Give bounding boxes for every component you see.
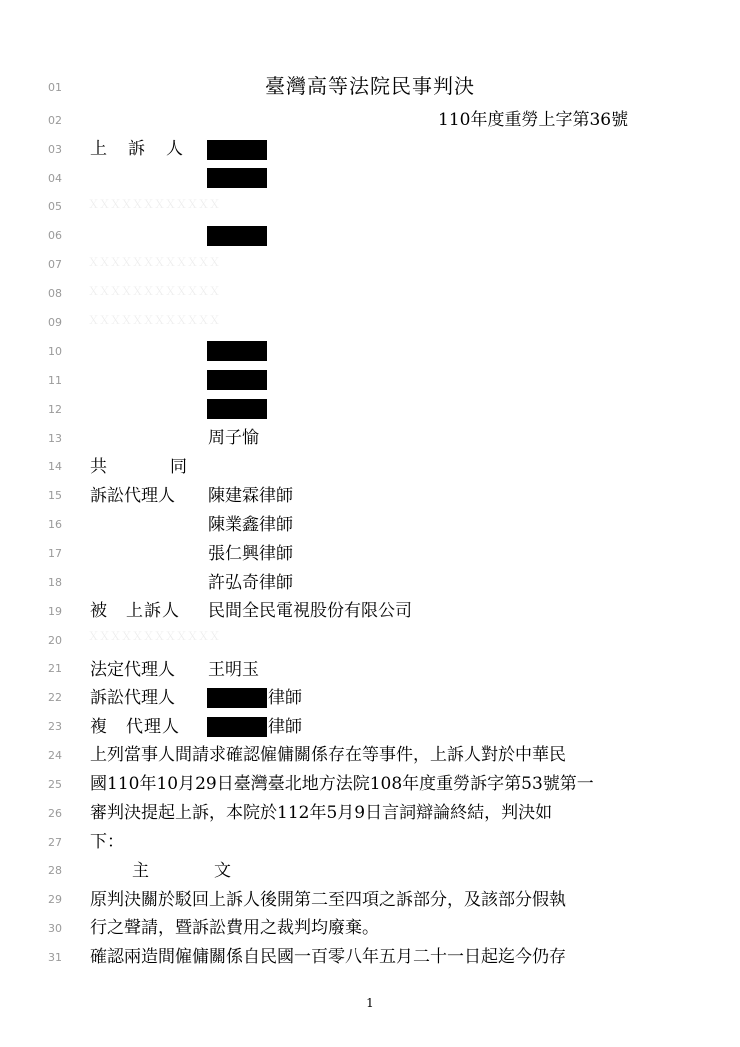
attorney-name: 張仁興律師	[208, 544, 293, 564]
line-number: 15	[48, 489, 62, 502]
legal-rep-name: 王明玉	[208, 660, 259, 680]
main-heading-2: 文	[214, 861, 231, 881]
line-number: 27	[48, 836, 62, 849]
page-number: 1	[366, 996, 374, 1010]
redaction-box	[207, 226, 267, 246]
line-number: 01	[48, 81, 62, 94]
line-number: 07	[48, 258, 62, 271]
intro-line: 下：	[90, 832, 124, 852]
line-number: 05	[48, 200, 62, 213]
document-title: 臺灣高等法院民事判決	[265, 74, 475, 98]
redaction-box	[207, 168, 267, 188]
redaction-box	[207, 370, 267, 390]
appellee-label: 被 上訴人	[90, 601, 180, 621]
redaction-box	[207, 341, 267, 361]
line-number: 02	[48, 114, 62, 127]
appellant-label: 上 訴 人	[90, 139, 185, 159]
line-number: 26	[48, 807, 62, 820]
line-number: 18	[48, 576, 62, 589]
line-number: 13	[48, 432, 62, 445]
line-number: 31	[48, 951, 62, 964]
main-heading-1: 主	[132, 861, 149, 881]
attorney-name: 許弘奇律師	[208, 573, 293, 593]
line-number: 14	[48, 460, 62, 473]
appellee-name: 民間全民電視股份有限公司	[208, 601, 412, 621]
line-number: 23	[48, 720, 62, 733]
joint-label-2: 同	[170, 457, 187, 477]
case-number: 110年度重勞上字第36號	[438, 110, 629, 130]
line-number: 03	[48, 143, 62, 156]
redaction-box	[207, 140, 267, 160]
appellee-attorney-suffix: 律師	[268, 688, 302, 708]
line-number: 17	[48, 547, 62, 560]
line-number: 29	[48, 893, 62, 906]
redaction-box	[207, 688, 267, 708]
line-number: 30	[48, 922, 62, 935]
intro-line: 國110年10月29日臺灣臺北地方法院108年度重勞訴字第53號第一	[90, 774, 594, 794]
intro-line: 上列當事人間請求確認僱傭關係存在等事件，上訴人對於中華民	[90, 745, 566, 765]
redaction-box	[207, 399, 267, 419]
joint-label-1: 共	[90, 457, 107, 477]
line-number: 28	[48, 864, 62, 877]
line-number: 10	[48, 345, 62, 358]
line-number: 06	[48, 229, 62, 242]
attorney-name: 陳業鑫律師	[208, 515, 293, 535]
line-number: 12	[48, 403, 62, 416]
line-number: 21	[48, 662, 62, 675]
line-number: 25	[48, 778, 62, 791]
line-number: 24	[48, 749, 62, 762]
line-number: 20	[48, 634, 62, 647]
line-number: 19	[48, 605, 62, 618]
line-number: 09	[48, 316, 62, 329]
attorney-name: 陳建霖律師	[208, 486, 293, 506]
main-line: 行之聲請，暨訴訟費用之裁判均廢棄。	[90, 918, 379, 938]
line-number: 16	[48, 518, 62, 531]
line-number: 11	[48, 374, 62, 387]
sub-attorney-suffix: 律師	[268, 717, 302, 737]
main-line: 確認兩造間僱傭關係自民國一百零八年五月二十一日起迄今仍存	[90, 947, 566, 967]
line-number: 08	[48, 287, 62, 300]
appellant-name: 周子愉	[208, 428, 259, 448]
line-number: 22	[48, 691, 62, 704]
sub-attorney-label: 複 代理人	[90, 717, 180, 737]
attorney-label: 訴訟代理人	[90, 486, 175, 506]
redaction-box	[207, 717, 267, 737]
legal-rep-label: 法定代理人	[90, 660, 175, 680]
appellee-attorney-label: 訴訟代理人	[90, 688, 175, 708]
line-number: 04	[48, 172, 62, 185]
intro-line: 審判決提起上訴，本院於112年5月9日言詞辯論終結，判決如	[90, 803, 553, 823]
main-line: 原判決關於駁回上訴人後開第二至四項之訴部分，及該部分假執	[90, 890, 566, 910]
